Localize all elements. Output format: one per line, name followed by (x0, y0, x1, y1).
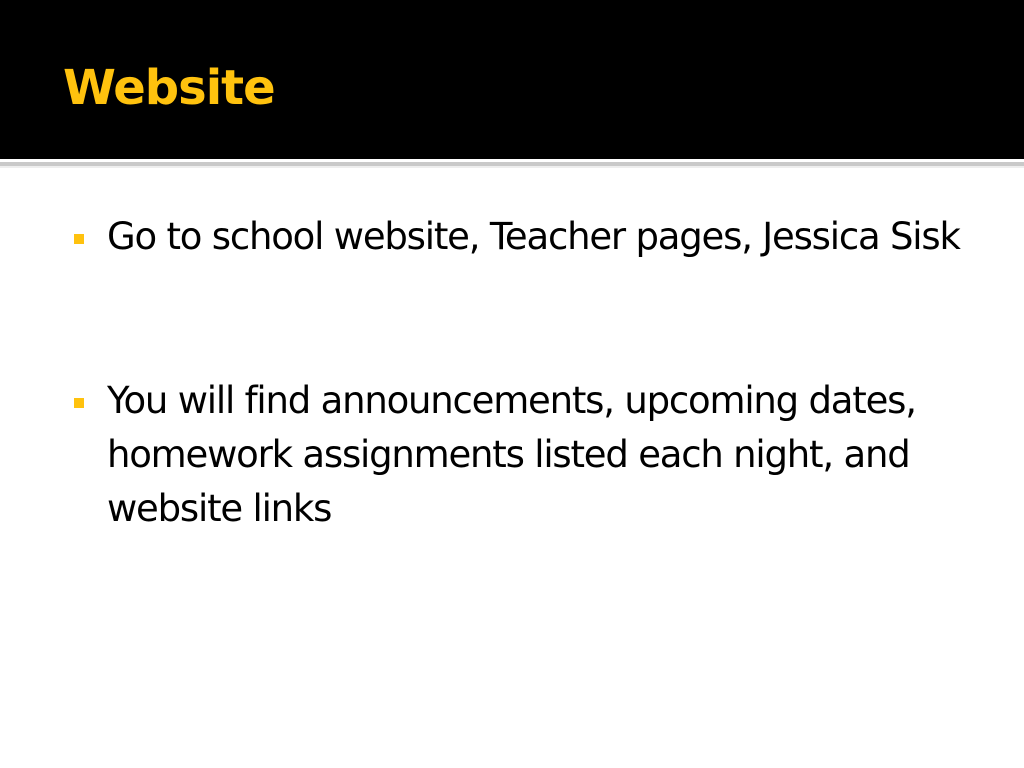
title-divider (0, 162, 1024, 166)
bullet-text: Go to school website, Teacher pages, Jessica Sisk (107, 215, 960, 258)
bullet-text: You will find announcements, upcoming dates, homework assignments listed each night, and website links (107, 379, 916, 530)
square-bullet-icon (74, 398, 84, 408)
square-bullet-icon (74, 234, 84, 244)
title-bar (0, 0, 1024, 159)
slide-title: Website (63, 60, 275, 116)
